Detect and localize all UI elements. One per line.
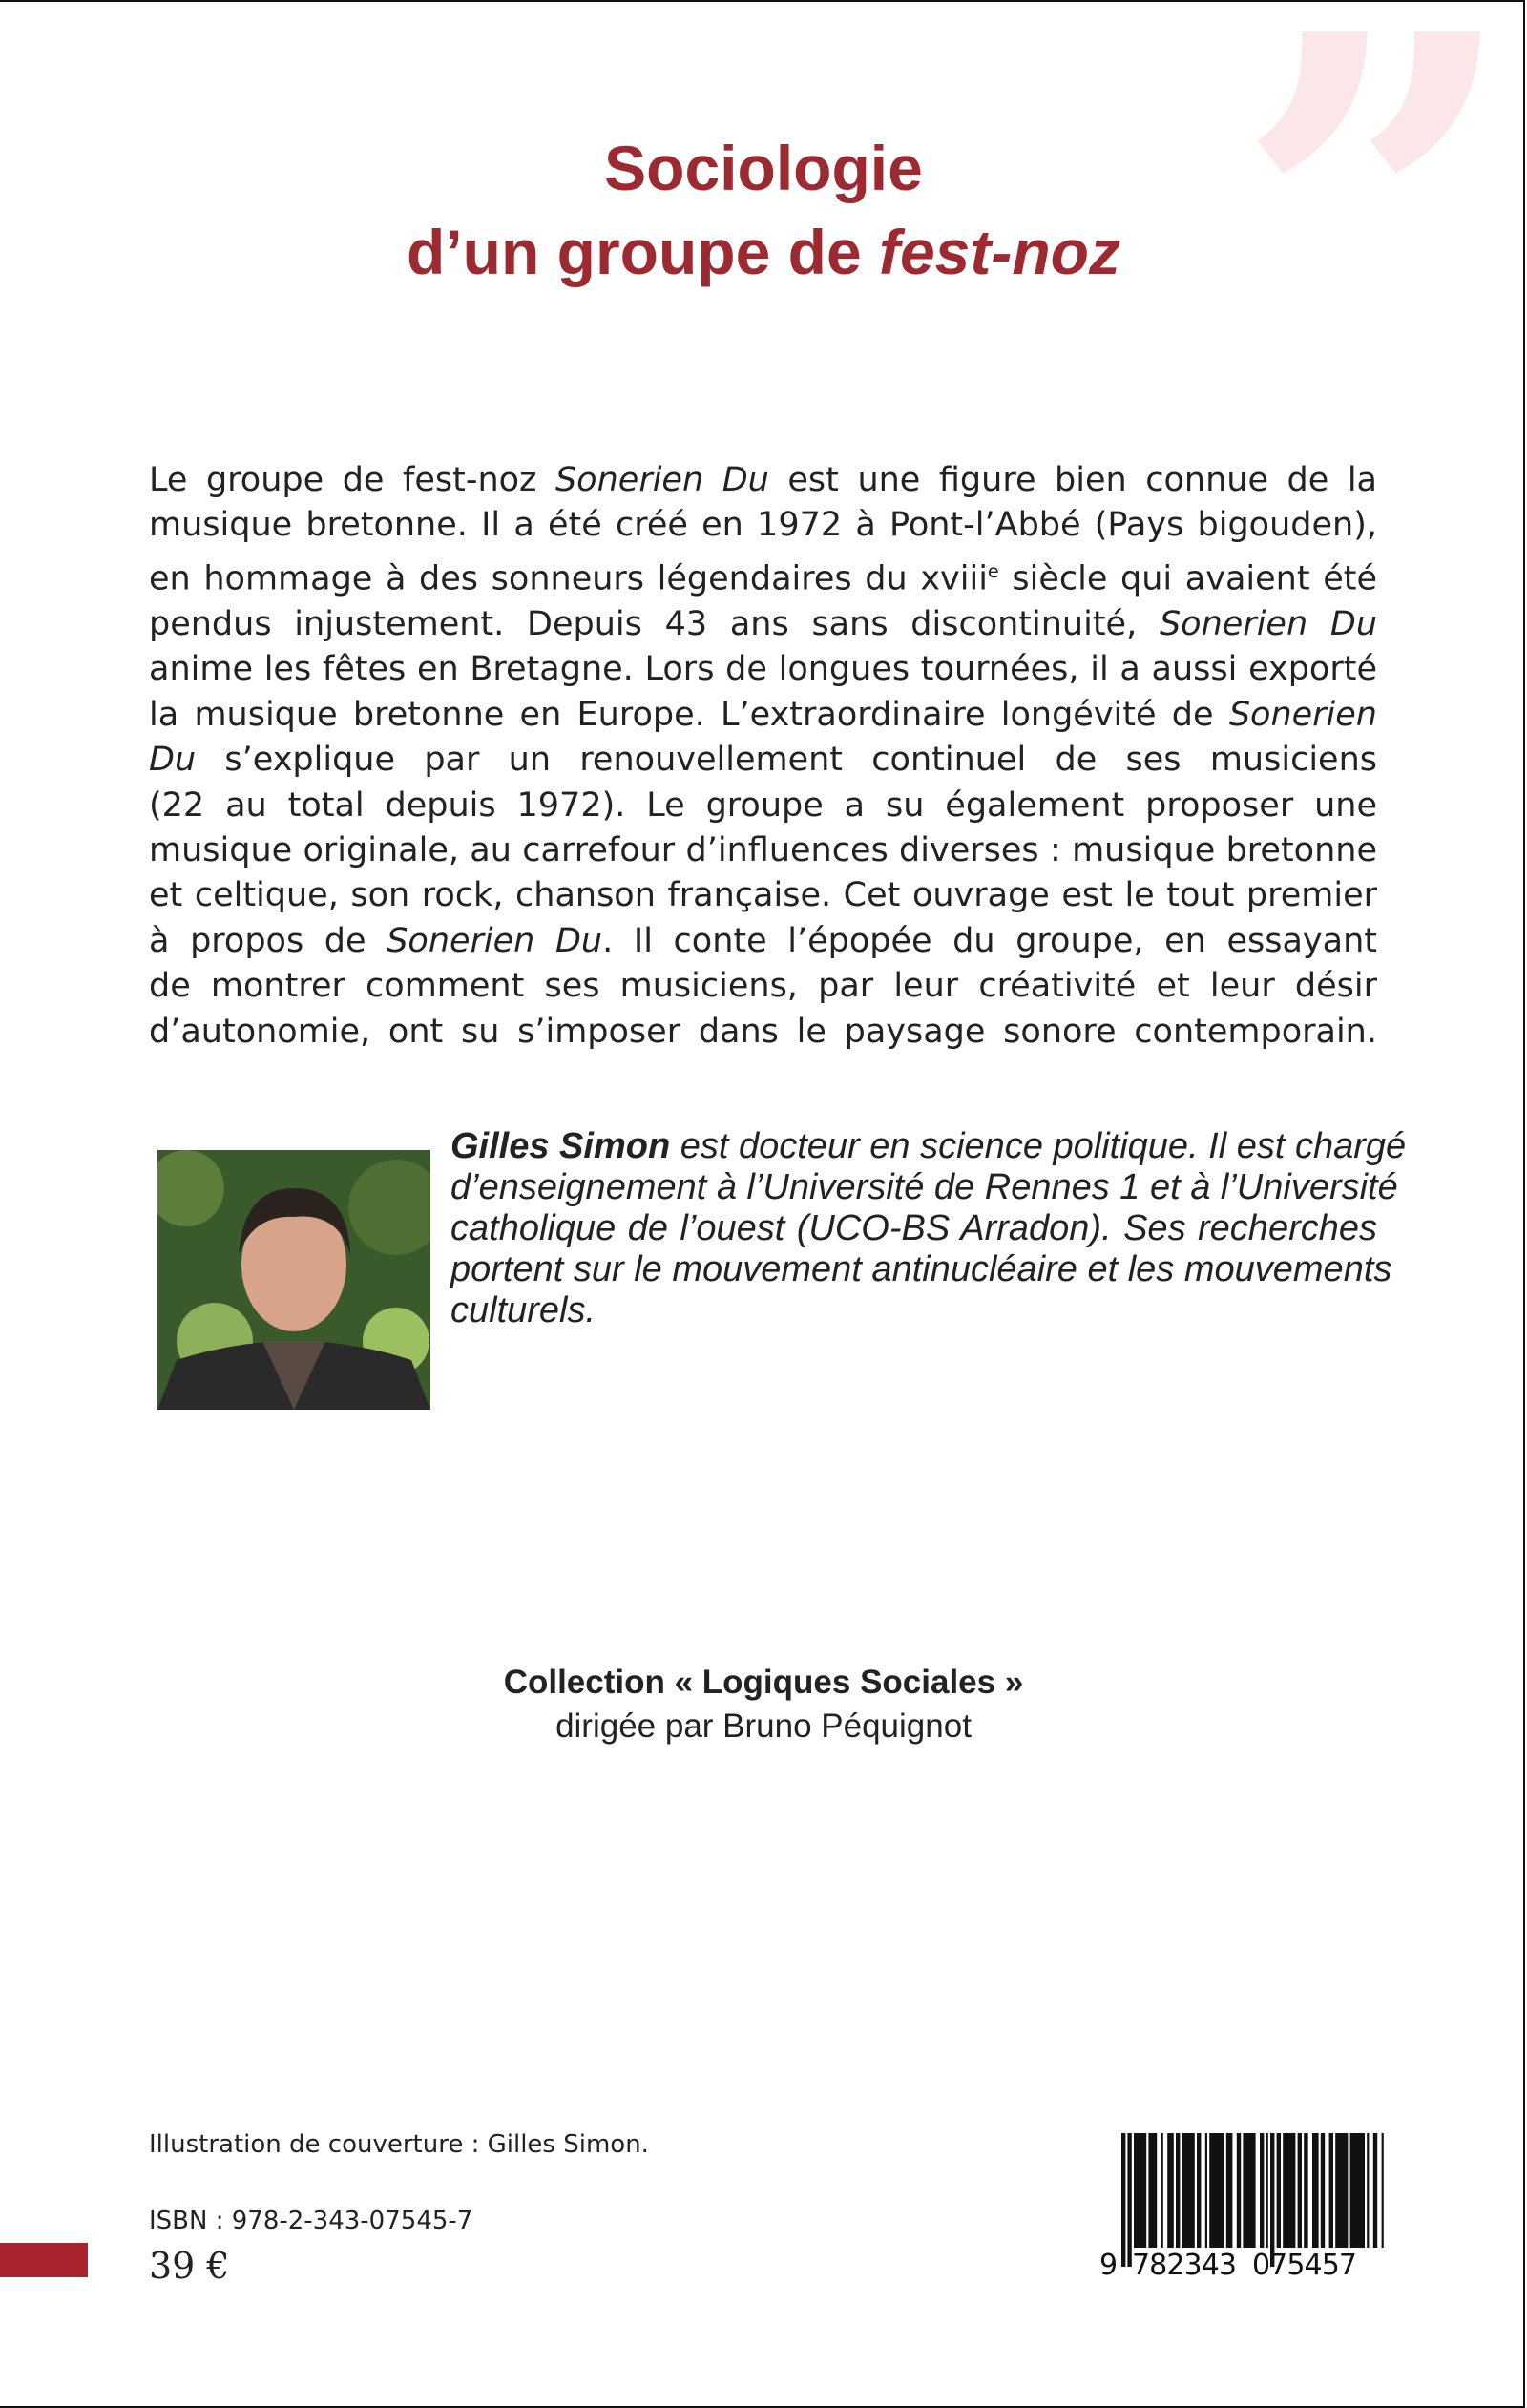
collection-info [0,1661,1527,1748]
barcode-bar [1312,2133,1319,2248]
text-segment: culturels. [450,1290,596,1330]
title-line-2 [0,216,1527,288]
isbn: ISBN : 978-2-343-07545-7 [149,2207,473,2235]
text-segment: Sonerien Du [554,461,769,499]
barcode-bar [1367,2133,1369,2248]
title-line-1: Sociologie [604,133,923,203]
barcode-bar [1283,2133,1295,2248]
barcode-bar [1298,2133,1302,2248]
text-segment: Gilles Simon [450,1126,671,1166]
red-bar [0,2243,88,2277]
text-segment: d’enseignement à l’Université de Rennes 1 et à l’Université [450,1167,1398,1207]
text-segment: pendus injustement. Depuis 43 ans sans discontinuité, [149,604,1160,643]
barcode-digits-right: 075457 [1252,2249,1357,2281]
text-segment: e [987,559,999,582]
barcode-bar [1382,2133,1384,2248]
text-segment: Le groupe de fest-noz [149,461,555,499]
barcode-digit-first: 9 [1099,2249,1119,2281]
title-prefix: d’un groupe de [407,217,879,287]
text-line [149,647,1377,692]
text-segment: en hommage à des sonneurs légendaires du xviii [149,559,988,598]
text-segment: la musique bretonne en Europe. L’extraordinaire longévité de [149,695,1229,734]
text-segment: musique bretonne. Il a été créé en 1972 à Pont-l’Abbé (Pays bigouden), [149,506,1377,545]
text-line [149,693,1377,738]
barcode-bar [1260,2133,1264,2248]
barcode-bar [1197,2133,1201,2248]
text-line [149,784,1377,828]
text-segment: Sonerien Du [387,921,603,960]
text-line [149,503,1377,548]
text-segment: Sonerien [1228,695,1377,734]
text-line [149,602,1377,647]
text-segment: . Il conte l’épopée du groupe, en essayant [602,921,1377,960]
barcode-bar [1237,2133,1241,2248]
barcode-bar [1226,2133,1233,2248]
barcode-bar [1127,2133,1131,2267]
barcode-bar [1209,2133,1224,2248]
text-segment: d’autonomie, ont su s’imposer dans le paysage sonore contemporain. [149,1012,1377,1051]
collection-name: Collection « Logiques Sociales » [503,1664,1024,1701]
text-segment: est une figure bien connue de la [768,461,1378,499]
illustration-credit: Illustration de couverture : Gilles Simon. [149,2130,649,2159]
text-segment: Du [149,741,197,780]
text-segment: musique originale, au carrefour d’influences diverses : musique bretonne [149,830,1377,869]
barcode-bar [1304,2133,1307,2248]
barcode-bar [1176,2133,1180,2248]
text-line [149,873,1377,918]
price: 39 € [149,2245,230,2287]
barcode-bar [1182,2133,1195,2248]
text-segment: anime les fêtes en Bretagne. Lors de longues tournées, il a aussi exporté [149,650,1377,689]
barcode-bar [1335,2133,1348,2248]
barcode-bar [1161,2133,1163,2248]
text-line [450,1290,1377,1331]
barcode-bar [1270,2133,1274,2267]
barcode-bar [1148,2133,1157,2248]
text-segment: portent sur le mouvement antinucléaire et les mouvements [450,1249,1392,1289]
quote-mark-icon: ” [1233,0,1519,511]
author-bio [450,1126,1407,1331]
barcode-digits-left: 782343 [1132,2249,1237,2281]
title-italic: fest-noz [878,217,1120,287]
barcode-bar [1243,2133,1255,2248]
barcode-bar [1277,2133,1281,2248]
text-line [149,738,1377,783]
text-line [149,919,1377,964]
text-segment: est docteur en science politique. Il est chargé [670,1126,1407,1166]
summary-text [149,458,1377,1055]
text-line [149,549,1377,602]
text-segment: et celtique, son rock, chanson française. Cet ouvrage est le tout premier [149,876,1377,915]
text-segment: Sonerien Du [1159,604,1377,643]
text-line [149,458,1377,503]
text-line [149,1010,1377,1055]
barcode-bar [1205,2133,1207,2248]
text-line [450,1167,1398,1208]
text-segment: à propos de [149,921,387,960]
barcode-bar [1350,2133,1365,2248]
text-segment: s’explique par un renouvellement continuel de ses musiciens [196,741,1377,780]
barcode [1098,2128,1384,2281]
text-segment: catholique de l’ouest (UCO-BS Arradon). Ses recherches [450,1208,1377,1248]
barcode-bar [1134,2133,1146,2248]
barcode-bar [1167,2133,1174,2248]
text-segment: de montrer comment ses musiciens, par leur créativité et leur désir [149,967,1377,1006]
text-line [450,1126,1407,1167]
text-line [450,1208,1377,1249]
collection-director: dirigée par Bruno Péquignot [555,1707,972,1745]
author-photo [157,1150,430,1410]
text-line [149,964,1377,1009]
barcode-bar [1266,2133,1268,2248]
barcode-bar [1321,2133,1325,2248]
barcode-bar [1373,2133,1377,2248]
barcode-bar [1329,2133,1333,2248]
text-segment: (22 au total depuis 1972). Le groupe a su également proposer une [149,785,1377,825]
barcode-bar [1121,2133,1125,2267]
text-line [450,1249,1392,1290]
text-segment: siècle qui avaient été [998,559,1377,598]
text-line [149,828,1377,873]
